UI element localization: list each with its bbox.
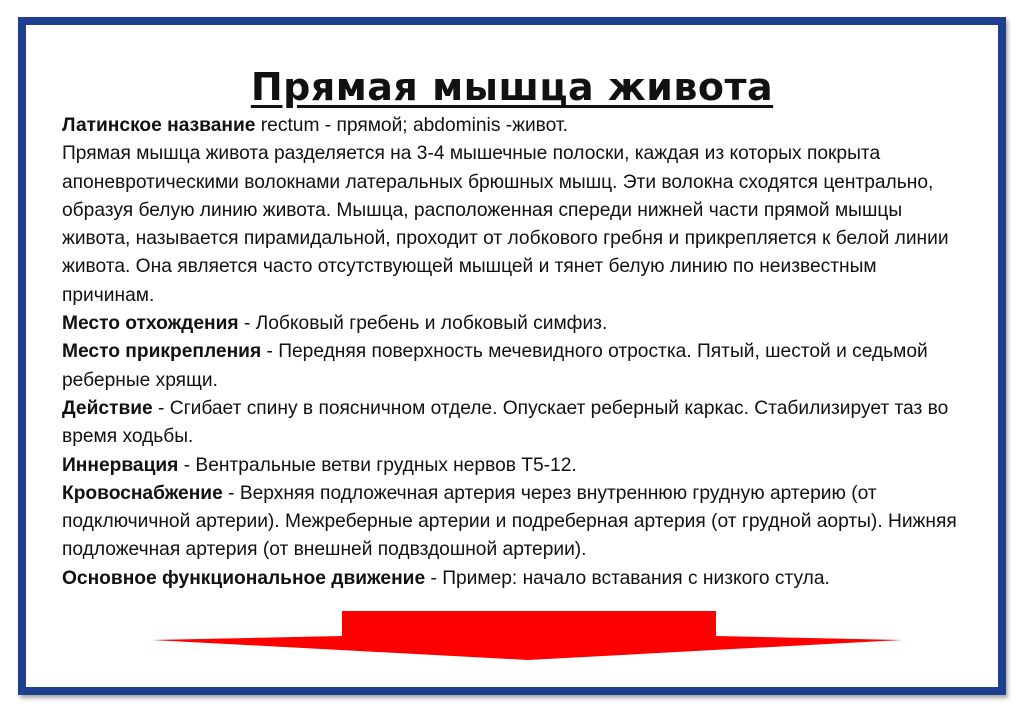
paragraph-insertion bbox=[62, 338, 962, 395]
paragraph-blood-supply bbox=[62, 480, 962, 565]
paragraph-text: Прямая мышца живота разделяется на 3-4 мышечные полоски, каждая из которых покрыта апоневротическими волокнами латеральных брюшных мышц. Эти волокна сходятся центрально, образуя белую линию живота. Мышца, расположенная спереди нижней части прямой мышцы живота, называется пирамидальной, проходит от лобкового гребня и прикрепляется к белой линии живота. Она является часто отсутствующей мышцей и тянет белую линию по неизвестным причинам. bbox=[62, 143, 949, 306]
paragraph-text: - Вентральные ветви грудных нервов Т5-12. bbox=[178, 454, 577, 476]
paragraph-text: rectum - прямой; abdominis -живот. bbox=[255, 115, 568, 136]
paragraph-label: Место прикрепления bbox=[62, 341, 262, 363]
paragraph-label: Иннервация bbox=[62, 454, 179, 476]
paragraph-functional-movement bbox=[62, 565, 962, 593]
paragraph-text: - Передняя поверхность мечевидного отростка. Пятый, шестой и седьмой реберные хрящи. bbox=[62, 341, 928, 391]
paragraph-description bbox=[62, 140, 962, 310]
paragraph-text: - Верхняя подложечная артерия через внутреннюю грудную артерию (от подключичной артерии). Межреберные артерии и подреберная артерия (от грудной аорты). Нижняя подложечная артерия (от внешней подвздошной артерии). bbox=[62, 482, 957, 561]
paragraph-origin bbox=[62, 310, 962, 338]
paragraph-text: - Пример: начало вставания с низкого стула. bbox=[425, 567, 830, 589]
paragraph-label: Латинское название bbox=[62, 115, 256, 136]
paragraph-text: - Сгибает спину в поясничном отделе. Опускает реберный каркас. Стабилизирует таз во время ходьбы. bbox=[62, 397, 949, 448]
content-body bbox=[62, 112, 962, 593]
paragraph-text: - Лобковый гребень и лобковый симфиз. bbox=[238, 313, 608, 335]
paragraph-action bbox=[62, 395, 962, 452]
paragraph-latin-name bbox=[62, 112, 962, 140]
slide-frame bbox=[18, 17, 1006, 695]
paragraph-label: Основное функциональное движение bbox=[62, 567, 426, 589]
paragraph-innervation bbox=[62, 452, 962, 480]
paragraph-label: Кровоснабжение bbox=[62, 482, 223, 504]
page-title: Прямая мышца живота bbox=[250, 65, 774, 109]
down-arrow-icon bbox=[152, 611, 922, 661]
paragraph-label: Действие bbox=[62, 397, 153, 419]
paragraph-label: Место отхождения bbox=[62, 313, 239, 335]
